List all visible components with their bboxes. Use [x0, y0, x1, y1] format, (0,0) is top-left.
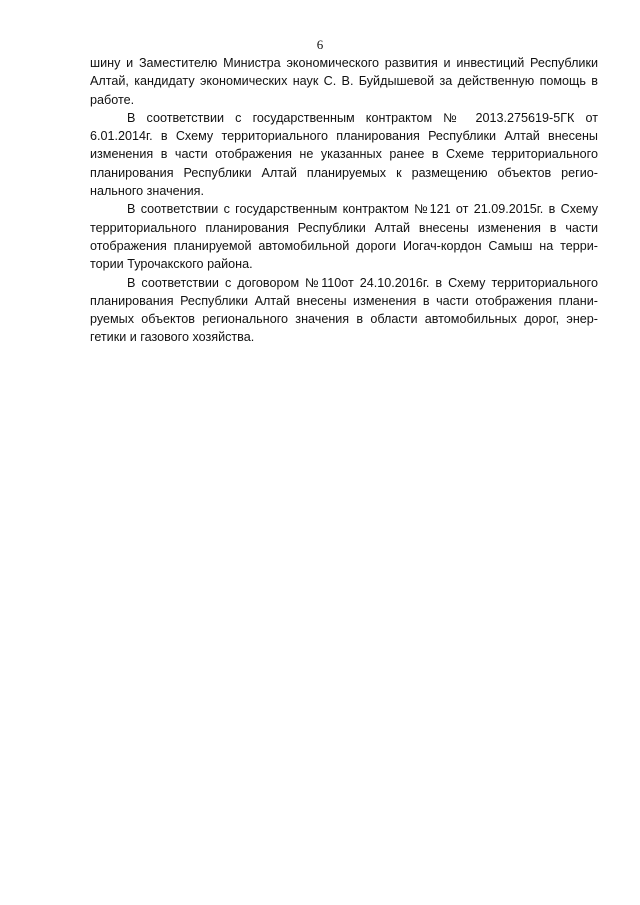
paragraph-contract-2015: В соответствии с государственным контрактом №121 от 21.09.2015г. в Схему территориального планирования Республики Алтай внесены изменения в части отображения планируемой автомобильной дороги Иогач-кордон Самыш на территории Турочакского района. — [90, 202, 598, 272]
paragraph-contract-2013: В соответствии с государственным контрактом № 2013.275619-5ГК от 6.01.2014г. в Схему территориального планирования Республики Алтай внесены изменения в части отображения не указанных ранее в Схеме территориального планирования Республики Алтай планируемых к размещению объектов регионального значения. — [90, 110, 598, 199]
document-body — [90, 54, 598, 347]
paragraph-continuation: шину и Заместителю Министра экономического развития и инвестиций Республики Алтай, кандидату экономических наук С. В. Буйдышевой за действенную помощь в работе. — [90, 56, 598, 107]
paragraph-contract-2016: В соответствии с договором №110от 24.10.2016г. в Схему территориального планирования Республики Алтай внесены изменения в части отображения планируемых объектов регионального значения в области автомобильных дорог, энергетики и газового хозяйства. — [90, 275, 598, 345]
page-number: 6 — [316, 37, 324, 52]
